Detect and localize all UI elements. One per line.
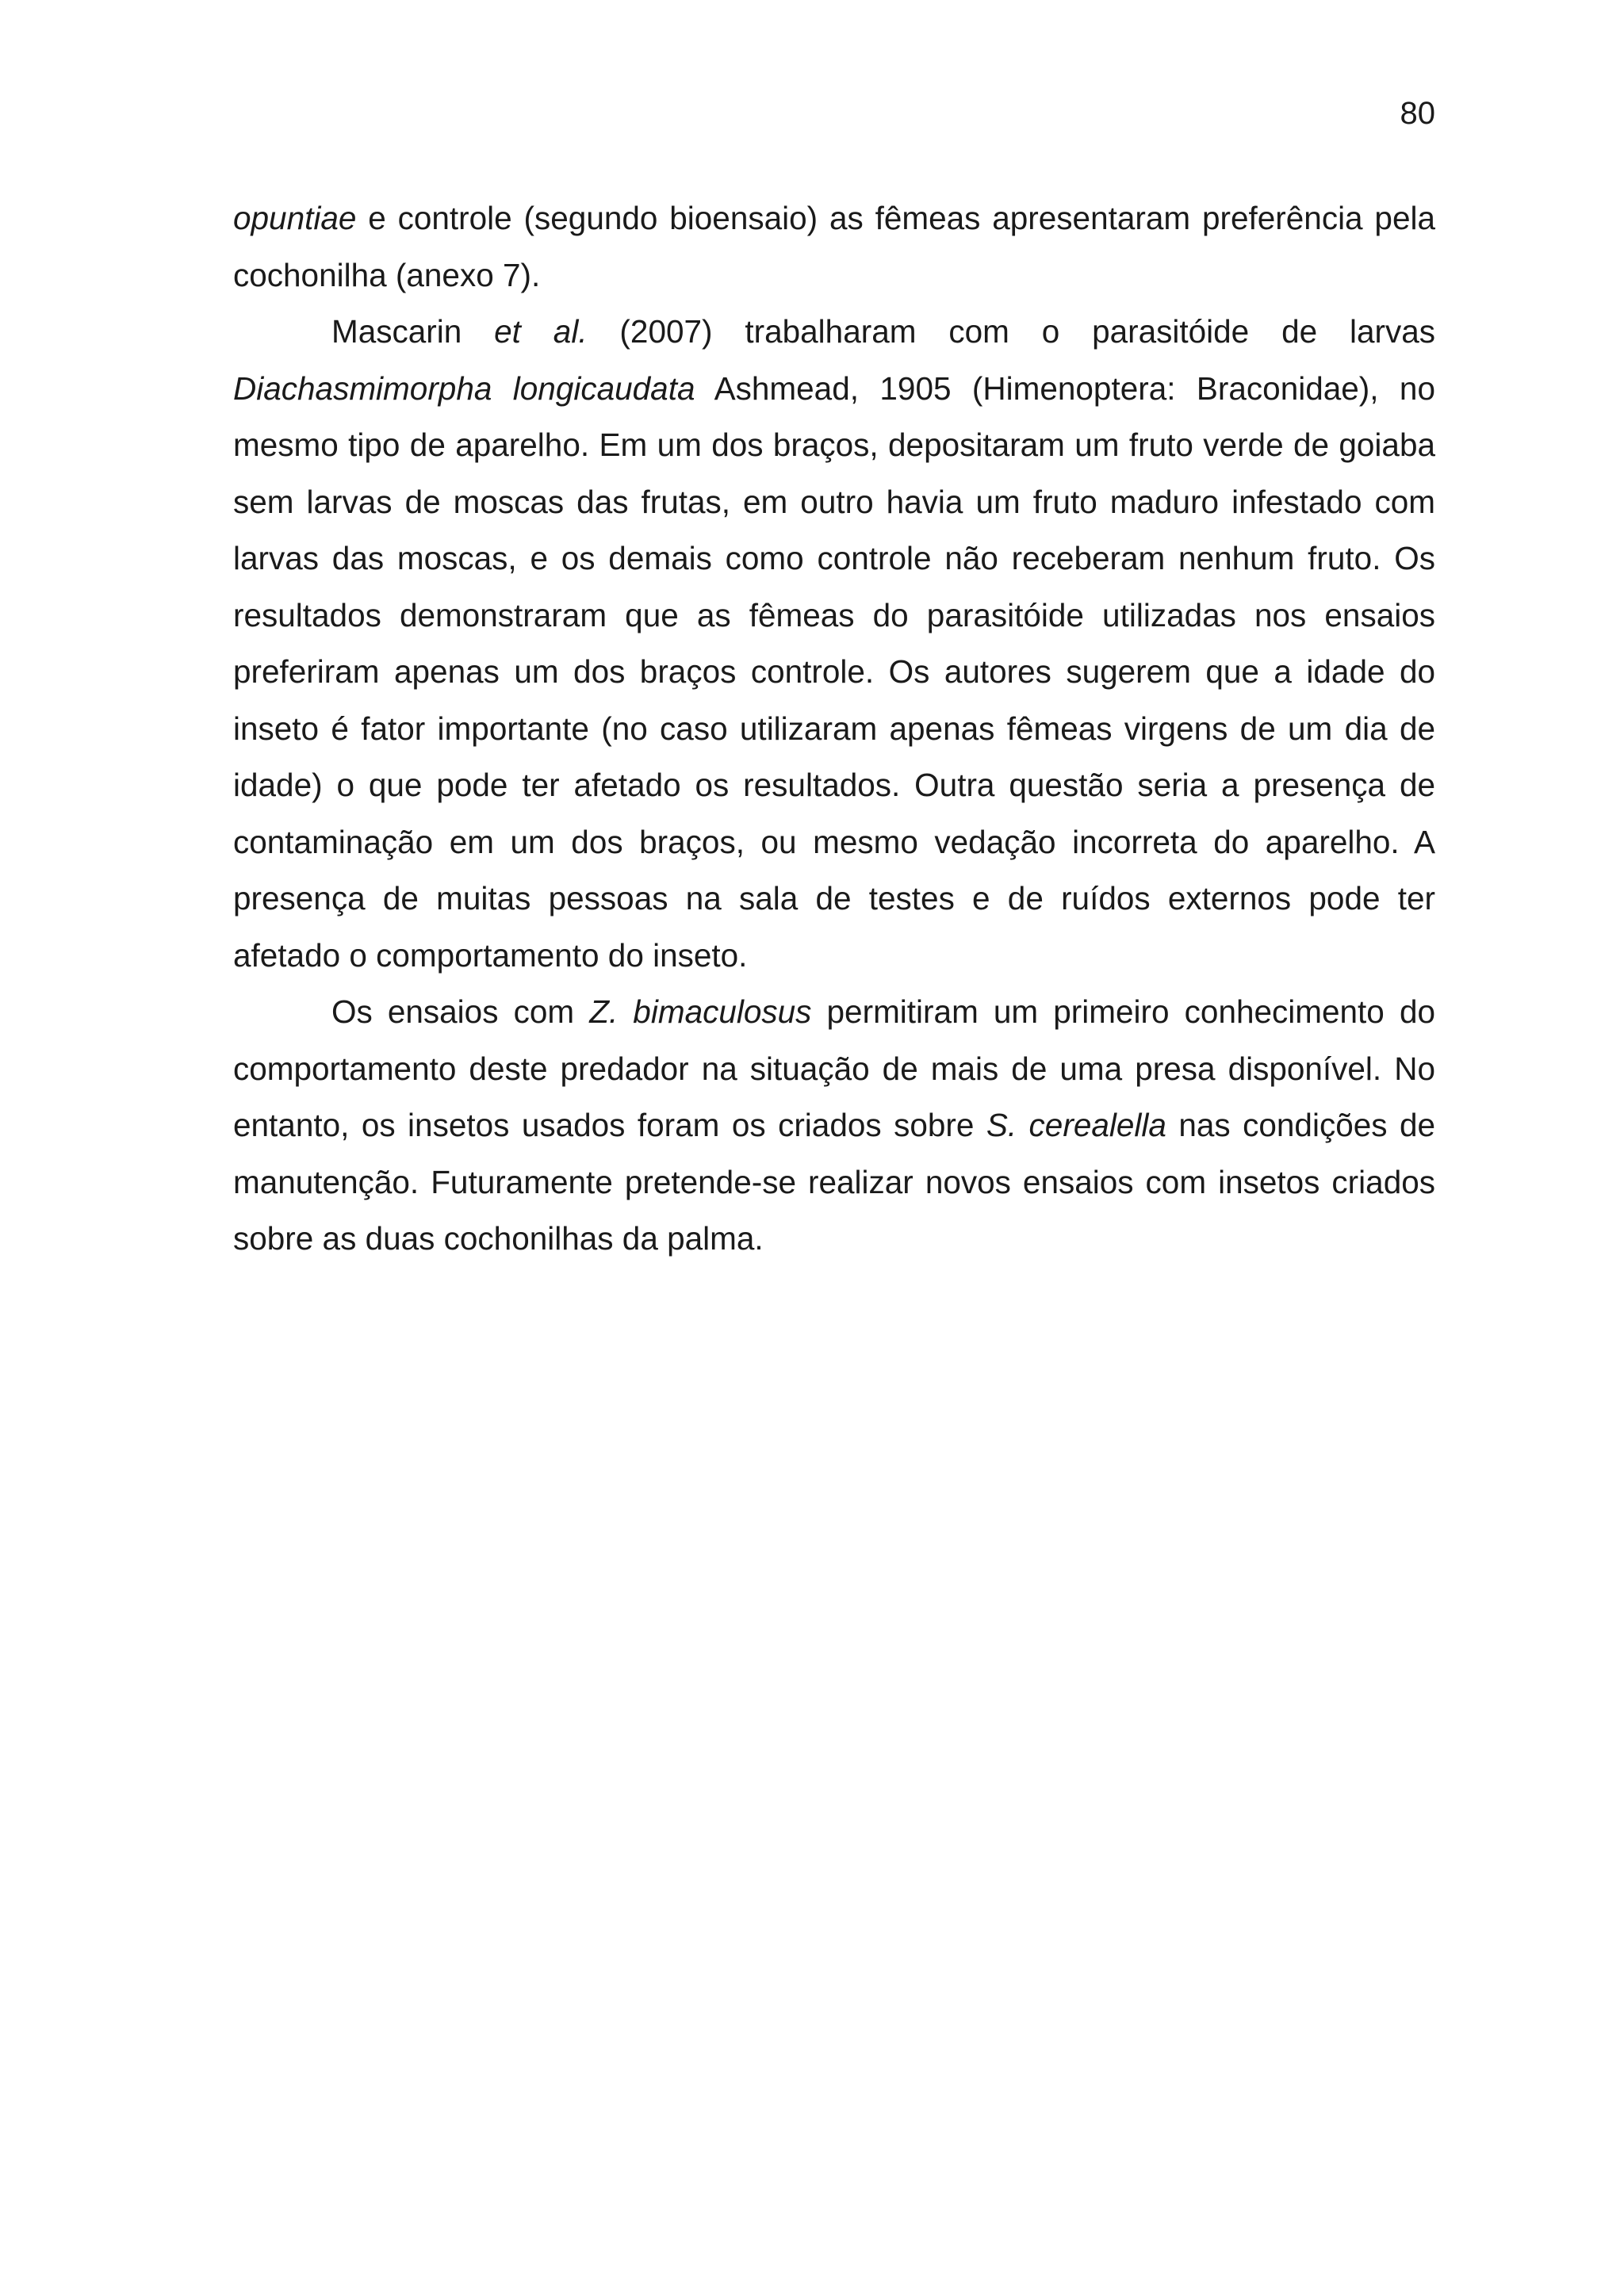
text-run-italic: opuntiae [233, 200, 357, 236]
text-run: Mascarin [331, 313, 495, 350]
text-run: nas condições de manutenção. Futuramente pretende-se realizar novos ensaios com insetos criados sobre as duas cochonilhas da palma. [233, 1107, 1435, 1257]
text-run: permitiram um primeiro conhecimento do comportamento deste predador na situação de mais de uma presa disponível. No entanto, os insetos usados foram os criados sobre [233, 993, 1435, 1143]
text-run-italic: et al. [494, 313, 588, 350]
paragraph-ensaios [233, 984, 1435, 1268]
text-run: (2007) trabalharam com o parasitóide de larvas [587, 313, 1436, 350]
text-run: Os ensaios com [331, 993, 590, 1030]
page-number: 80 [1400, 96, 1435, 131]
body-text [233, 190, 1435, 1268]
text-run: Ashmead, 1905 (Himenoptera: Braconidae), no mesmo tipo de aparelho. Em um dos braços, depositaram um fruto verde de goiaba sem larvas de moscas das frutas, em outro havia um fruto maduro infestado com larvas das moscas, e os demais como controle não receberam nenhum fruto. Os resultados demonstraram que as fêmeas do parasitóide utilizadas nos ensaios preferiram apenas um dos braços controle. Os autores sugerem que a idade do inseto é fator importante (no caso utilizaram apenas fêmeas virgens de um dia de idade) o que pode ter afetado os resultados. Outra questão seria a presença de contaminação em um dos braços, ou mesmo vedação incorreta do aparelho. A presença de muitas pessoas na sala de testes e de ruídos externos pode ter afetado o comportamento do inseto. [233, 369, 1435, 974]
paragraph-continuation [233, 190, 1435, 304]
text-run-italic: Diachasmimorpha longicaudata [233, 369, 695, 407]
text-run-italic: Z. bimaculosus [589, 993, 812, 1030]
text-run: e controle (segundo bioensaio) as fêmeas apresentaram preferência pela cochonilha (anexo 7). [233, 200, 1435, 293]
text-run-italic: S. cerealella [986, 1107, 1166, 1143]
paragraph-mascarin [233, 304, 1435, 984]
